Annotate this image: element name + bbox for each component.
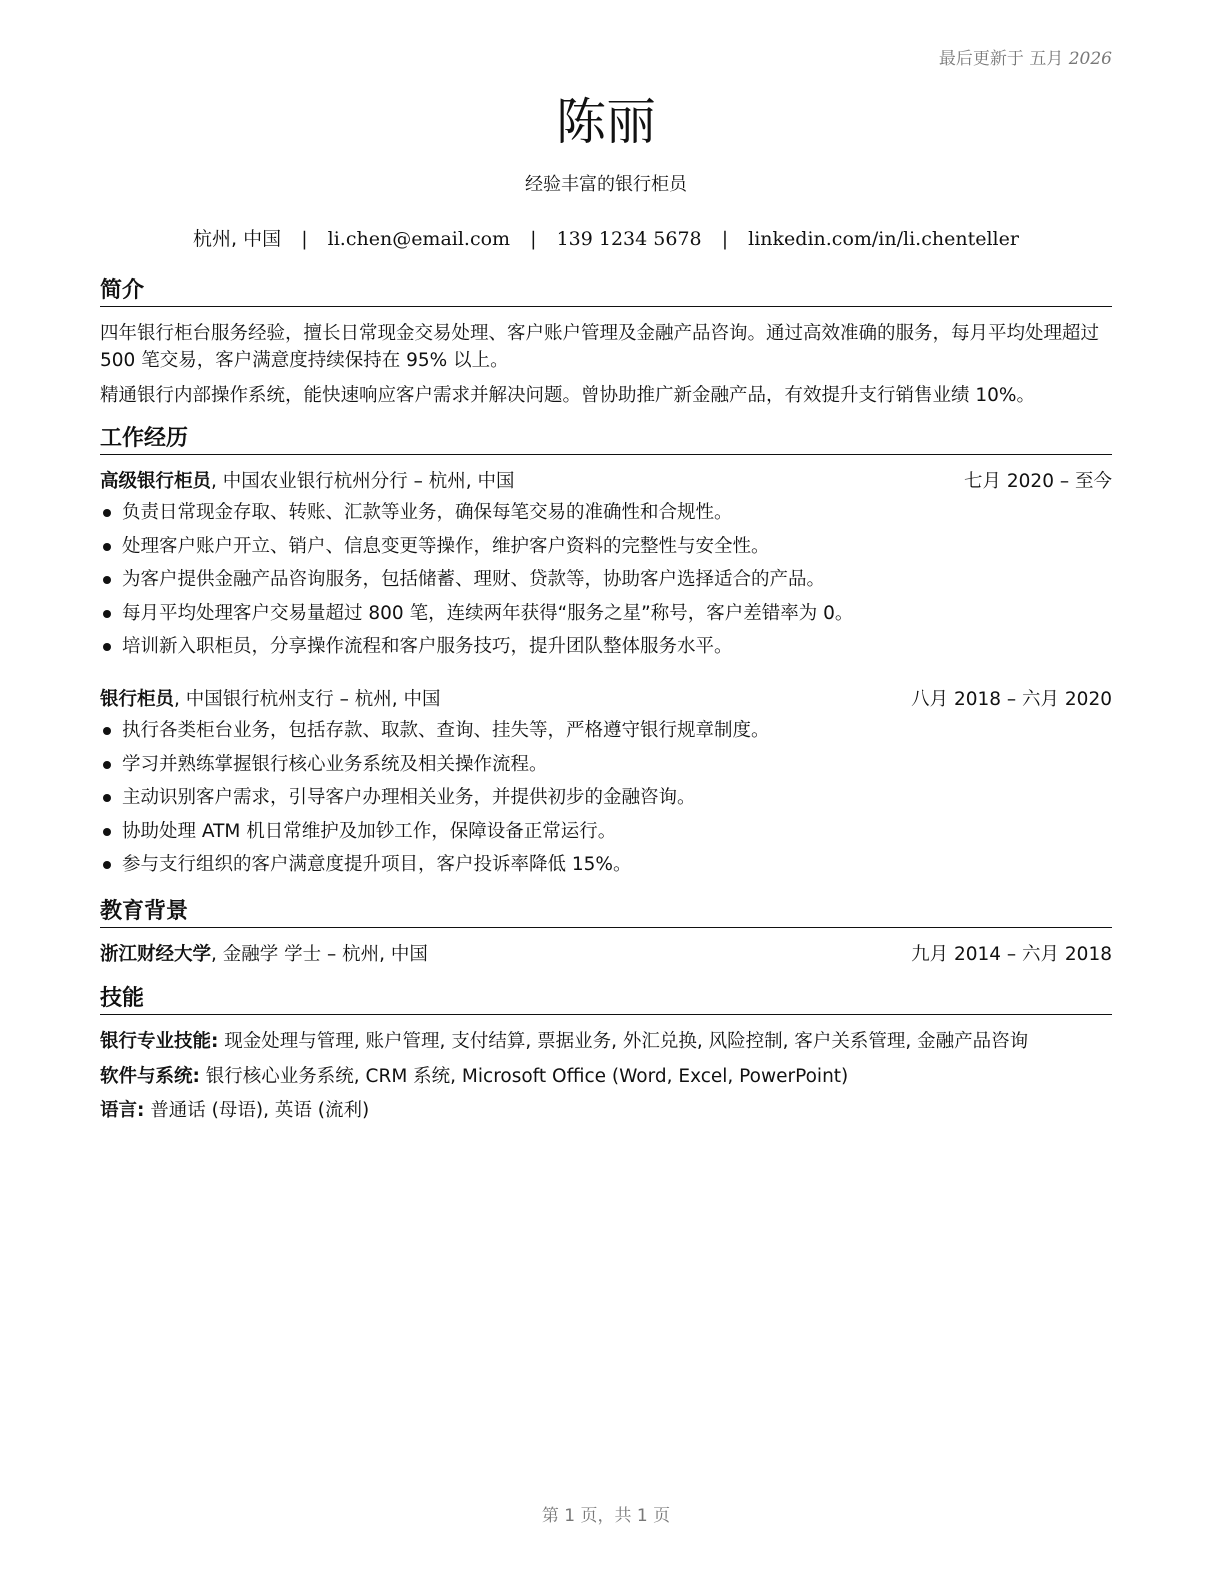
list-item: 执行各类柜台业务，包括存款、取款、查询、挂失等，严格遵守银行规章制度。 [100, 718, 1112, 752]
education-detail: , 金融学 学士 – 杭州, 中国 [211, 944, 428, 965]
job-organization: , 中国银行杭州支行 – 杭州, 中国 [174, 689, 441, 710]
list-item: 学习并熟练掌握银行核心业务系统及相关操作流程。 [100, 752, 1112, 786]
skill-label: 软件与系统: [100, 1066, 200, 1087]
contact-email[interactable]: li.chen@email.com [327, 228, 511, 250]
list-item: 为客户提供金融产品咨询服务，包括储蓄、理财、贷款等，协助客户选择适合的产品。 [100, 567, 1112, 601]
bullet-icon [103, 794, 111, 802]
section-title-summary: 简介 [100, 277, 1112, 307]
list-item: 处理客户账户开立、销户、信息变更等操作，维护客户资料的完整性与安全性。 [100, 534, 1112, 568]
candidate-headline: 经验丰富的银行柜员 [525, 174, 687, 195]
job-organization: , 中国农业银行杭州分行 – 杭州, 中国 [211, 471, 515, 492]
bullet-icon [103, 576, 111, 584]
skill-value: 现金处理与管理, 账户管理, 支付结算, 票据业务, 外汇兑换, 风险控制, 客户关系管理, 金融产品咨询 [224, 1031, 1029, 1052]
bullet-icon [103, 643, 111, 651]
page-number: 第 1 页，共 1 页 [541, 1506, 671, 1526]
job-position: 高级银行柜员 [100, 471, 212, 492]
contact-location: 杭州, 中国 [193, 228, 282, 250]
job-header [100, 469, 1112, 495]
contact-separator: | [721, 228, 729, 250]
list-item: 协助处理 ATM 机日常维护及加钞工作，保障设备正常运行。 [100, 819, 1112, 853]
job-position: 银行柜员 [100, 689, 175, 710]
job-bullets [100, 500, 1112, 668]
contact-separator: | [301, 228, 308, 250]
bullet-icon [103, 828, 111, 836]
last-updated-label: 最后更新于 五月 [938, 49, 1064, 69]
last-updated-year: 2026 [1068, 49, 1112, 69]
bullet-icon [103, 610, 111, 618]
bullet-icon [103, 509, 111, 517]
list-item: 主动识别客户需求，引导客户办理相关业务，并提供初步的金融咨询。 [100, 785, 1112, 819]
bullet-icon [103, 727, 111, 735]
section-title-skills: 技能 [100, 985, 1112, 1015]
contact-phone: 139 1234 5678 [556, 228, 702, 250]
skill-label: 语言: [100, 1100, 145, 1121]
job-dates: 七月 2020 – 至今 [964, 471, 1112, 492]
candidate-name: 陈丽 [556, 93, 656, 151]
summary-paragraph: 精通银行内部操作系统，能快速响应客户需求并解决问题。曾协助推广新金融产品，有效提升支行销售业绩 10%。 [100, 385, 1036, 406]
contact-line [100, 224, 1112, 251]
bullet-icon [103, 861, 111, 869]
contact-linkedin[interactable]: linkedin.com/in/li.chenteller [748, 228, 1019, 250]
skill-line [100, 1064, 1112, 1090]
summary-paragraph: 四年银行柜台服务经验，擅长日常现金交易处理、客户账户管理及金融产品咨询。通过高效准确的服务，每月平均处理超过 500 笔交易，客户满意度持续保持在 95% 以上。 [100, 323, 1100, 371]
job-dates: 八月 2018 – 六月 2020 [911, 689, 1112, 710]
contact-separator: | [530, 228, 537, 250]
last-updated [939, 44, 1112, 69]
list-item: 负责日常现金存取、转账、汇款等业务，确保每笔交易的准确性和合规性。 [100, 500, 1112, 534]
skill-line [100, 1098, 1112, 1124]
section-title-experience: 工作经历 [100, 425, 1112, 455]
skill-line [100, 1029, 1112, 1055]
section-title-education: 教育背景 [100, 898, 1112, 928]
education-school: 浙江财经大学 [100, 944, 212, 965]
skill-label: 银行专业技能: [100, 1031, 219, 1052]
skill-value: 银行核心业务系统, CRM 系统, Microsoft Office (Word, Excel, PowerPoint) [205, 1066, 849, 1087]
list-item: 培训新入职柜员，分享操作流程和客户服务技巧，提升团队整体服务水平。 [100, 634, 1112, 668]
skill-value: 普通话 (母语), 英语 (流利) [150, 1100, 370, 1121]
list-item: 参与支行组织的客户满意度提升项目，客户投诉率降低 15%。 [100, 852, 1112, 886]
bullet-icon [103, 543, 111, 551]
job-bullets [100, 718, 1112, 886]
list-item: 每月平均处理客户交易量超过 800 笔，连续两年获得“服务之星”称号，客户差错率为 0。 [100, 601, 1112, 635]
education-dates: 九月 2014 – 六月 2018 [911, 944, 1112, 965]
job-header [100, 687, 1112, 713]
education-entry [100, 942, 1112, 968]
resume-page [100, 0, 1112, 1584]
bullet-icon [103, 761, 111, 769]
